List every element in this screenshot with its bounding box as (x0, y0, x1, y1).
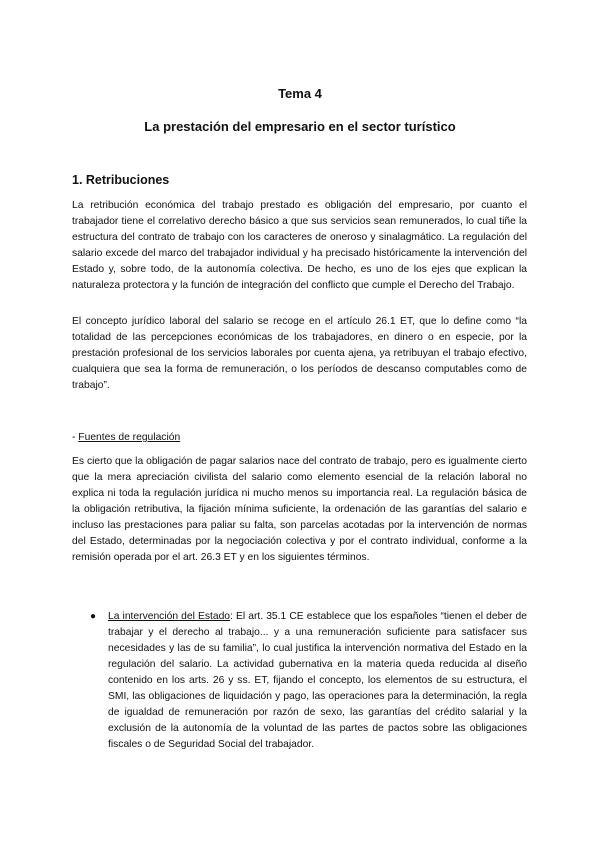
bullet-list (90, 609, 527, 753)
page-title: La prestación del empresario en el sector turístico (144, 119, 456, 134)
bullet-lead: La intervención del Estado (108, 611, 231, 622)
bullet-icon: ● (90, 611, 97, 622)
section-heading-retribuciones: 1. Retribuciones (72, 173, 170, 187)
subheading-fuentes (72, 432, 180, 443)
paragraph-fuentes: Es cierto que la obligación de pagar salarios nace del contrato de trabajo, pero es igualmente cierto que la mera apreciación civilista del salario como elemento esencial de la relación laboral no explica ni toda la regulación jurídica ni mucho menos su importancia real. La regulación básica de la obligación retributiva, la fijación mínima suficiente, la ordenación de las garantías del salario e incluso las prestaciones para paliar su falta, son parcelas acotadas por la intervención de normas del Estado, determinadas por la negociación colectiva y por el contrato individual, conforme a la remisión operada por el art. 26.3 ET y en los siguientes términos. (72, 456, 527, 563)
paragraph-retribucion: La retribución económica del trabajo prestado es obligación del empresario, por cuanto el trabajador tiene el correlativo derecho básico a que sus servicios sean remunerados, lo cual tiñe la estructura del contrato de trabajo con los caracteres de oneroso y sinalagmático. La regulación del salario excede del marco del trabajador individual y ha precisado históricamente la intervención del Estado y, sobre todo, de la autonomía colectiva. De hecho, es uno de los ejes que explican la naturaleza protectora y la función de integración del conflicto que cumple el Derecho del Trabajo. (72, 200, 527, 291)
subheading-prefix: - (72, 432, 79, 443)
list-item (90, 609, 527, 753)
bullet-text: : El art. 35.1 CE establece que los españoles “tienen el deber de trabajar y el derecho al trabajo... y a una remuneración suficiente para satisfacer sus necesidades y las de su familia”, lo cual justifica la intervención normativa del Estado en la regulación del salario. La actividad gubernativa en la materia queda reducida al diseño contenido en los arts. 26 y ss. ET, fijando el concepto, los elementos de su estructura, el SMI, las obligaciones de liquidación y pago, las operaciones para la determinación, la regla de igualdad de remuneración por razón de sexo, las garantías del crédito salarial y la exclusión de la autonomía de la voluntad de las partes de pactos sobre las obligaciones fiscales o de Seguridad Social del trabajador. (108, 611, 527, 750)
paragraph-concepto-salario: El concepto jurídico laboral del salario se recoge en el artículo 26.1 ET, que lo define como “la totalidad de las percepciones económicas de los trabajadores, en dinero o en especie, por la prestación profesional de los servicios laborales por cuenta ajena, ya retribuyan el trabajo efectivo, cualquiera que sea la forma de remuneración, o los períodos de descanso computables como de trabajo”. (72, 316, 527, 391)
topic-heading: Tema 4 (278, 86, 322, 101)
subheading-fuentes-label: Fuentes de regulación (78, 432, 181, 443)
